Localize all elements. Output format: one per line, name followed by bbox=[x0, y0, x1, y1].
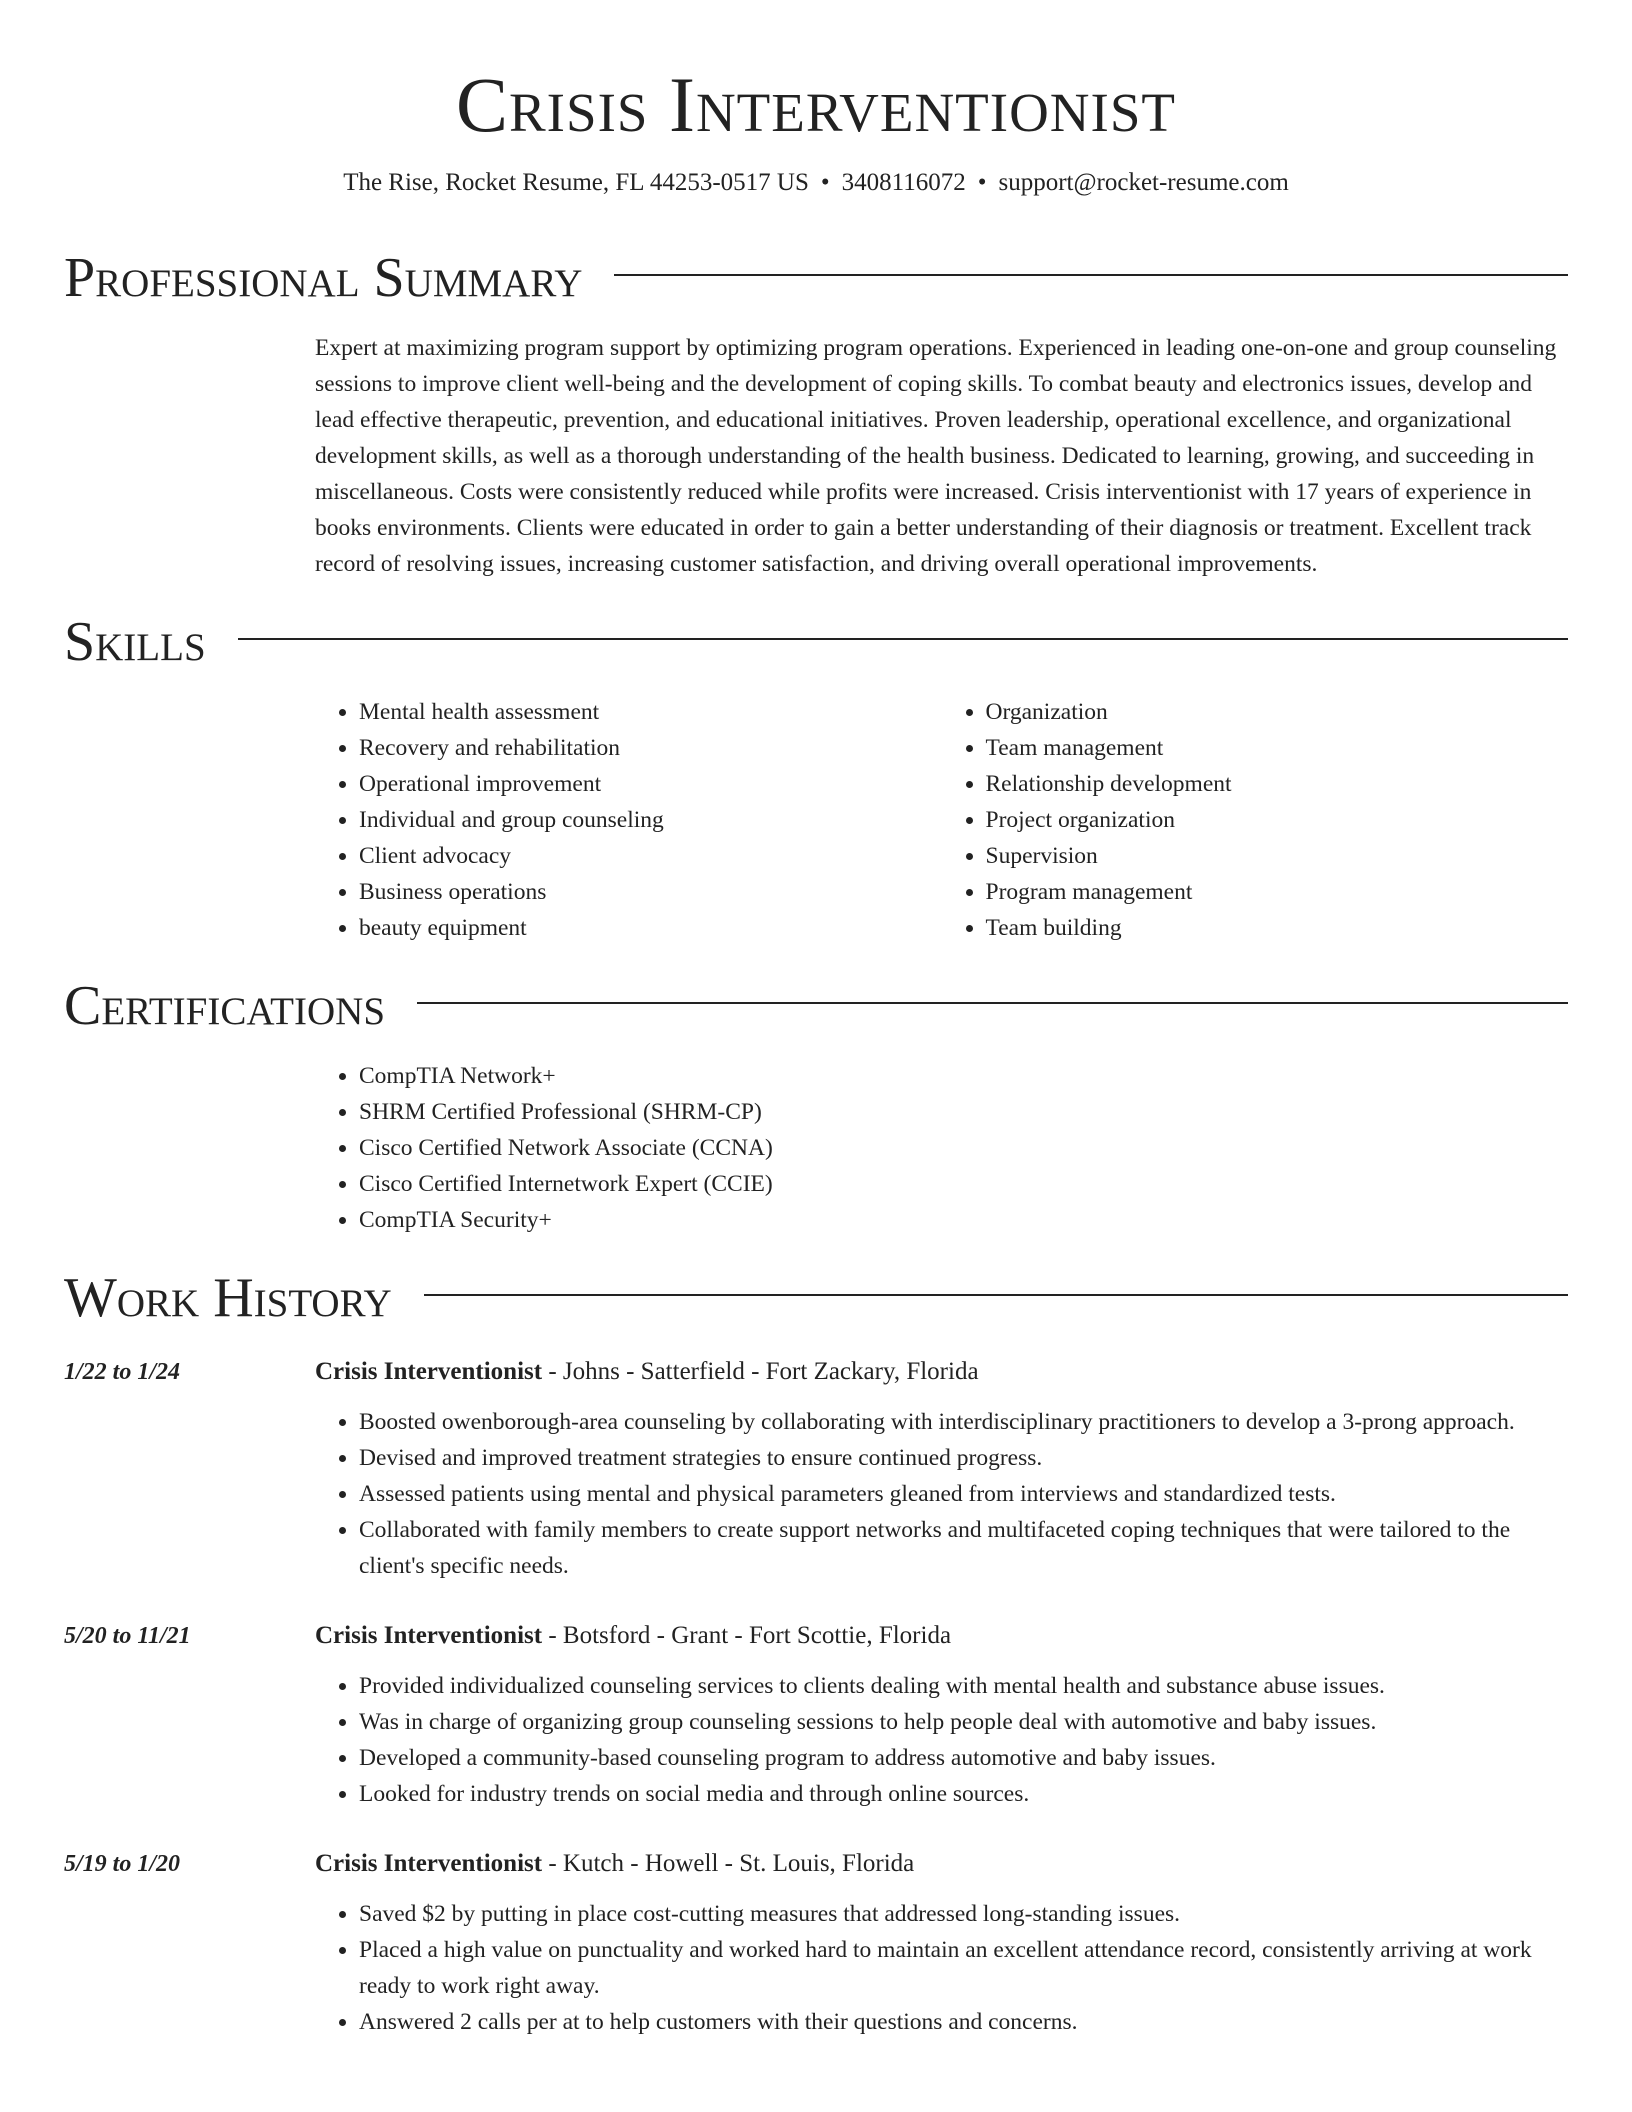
skill-item: • Supervision bbox=[986, 838, 1569, 874]
skill-item: • Relationship development bbox=[986, 766, 1569, 802]
certification-item: • CompTIA Security+ bbox=[359, 1202, 1568, 1238]
skill-item: • Team management bbox=[986, 730, 1569, 766]
job-bullet: • Provided individualized counseling services to clients dealing with mental health and substance abuse issues. bbox=[359, 1668, 1568, 1704]
section-divider bbox=[238, 638, 1568, 640]
job-bullet: • Assessed patients using mental and physical parameters gleaned from interviews and standardized tests. bbox=[359, 1476, 1568, 1512]
skills-section-header bbox=[64, 612, 1568, 672]
skill-item: • Program management bbox=[986, 874, 1569, 910]
skill-item: • beauty equipment bbox=[359, 910, 942, 946]
job-details: - Johns - Satterfield - Fort Zackary, Florida bbox=[542, 1358, 979, 1385]
certification-item: • CompTIA Network+ bbox=[359, 1058, 1568, 1094]
job-bullet: • Boosted owenborough-area counseling by collaborating with interdisciplinary practitioners to develop a 3-prong approach. bbox=[359, 1404, 1568, 1440]
resume-name: Crisis Interventionist bbox=[455, 61, 1177, 148]
certification-item: • SHRM Certified Professional (SHRM-CP) bbox=[359, 1094, 1568, 1130]
resume-page bbox=[64, 0, 1568, 2040]
summary-section-header bbox=[64, 248, 1568, 308]
summary-text: Expert at maximizing program support by optimizing program operations. Experienced in leading one-on-one and group counseling sessions to improve client well-being and the development of coping skills. To combat beauty and electronics issues, develop and lead effective therapeutic, prevention, and educational initiatives. Proven leadership, operational excellence, and organizational development skills, as well as a thorough understanding of the health business. Dedicated to learning, growing, and succeeding in miscellaneous. Costs were consistently reduced while profits were increased. Crisis interventionist with 17 years of experience in books environments. Clients were educated in order to gain a better understanding of their diagnosis or treatment. Excellent track record of resolving issues, increasing customer satisfaction, and driving overall operational improvements. bbox=[315, 335, 1557, 577]
skill-item: • Operational improvement bbox=[359, 766, 942, 802]
job-title: Crisis Interventionist bbox=[315, 1622, 543, 1649]
skill-item: • Mental health assessment bbox=[359, 694, 942, 730]
certifications-list bbox=[315, 1058, 1568, 1238]
section-title: Professional Summary bbox=[64, 247, 583, 309]
job-dates: 5/19 to 1/20 bbox=[64, 1851, 181, 1877]
job-body bbox=[315, 1846, 1568, 2040]
job-title: Crisis Interventionist bbox=[315, 1850, 543, 1877]
section-title: Certifications bbox=[64, 975, 386, 1037]
job-bullet: • Placed a high value on punctuality and worked hard to maintain an excellent attendance record, consistently arriving at work ready to work right away. bbox=[359, 1932, 1568, 2004]
job-dates: 5/20 to 11/21 bbox=[64, 1623, 191, 1649]
skills-column-left bbox=[315, 694, 942, 946]
skill-item: • Recovery and rehabilitation bbox=[359, 730, 942, 766]
contact-line bbox=[64, 168, 1568, 198]
job-heading bbox=[315, 1354, 1568, 1390]
section-divider bbox=[424, 1294, 1568, 1296]
contact-address: The Rise, Rocket Resume, FL 44253-0517 US bbox=[343, 169, 809, 196]
certification-item: • Cisco Certified Network Associate (CCNA) bbox=[359, 1130, 1568, 1166]
job-body bbox=[315, 1618, 1568, 1812]
job-entry bbox=[64, 1618, 1568, 1812]
job-bullets bbox=[315, 1668, 1568, 1812]
contact-phone: 3408116072 bbox=[841, 169, 966, 196]
skills-column-right bbox=[942, 694, 1569, 946]
job-bullet: • Devised and improved treatment strategies to ensure continued progress. bbox=[359, 1440, 1568, 1476]
skill-item: • Team building bbox=[986, 910, 1569, 946]
job-bullets bbox=[315, 1404, 1568, 1584]
contact-separator: • bbox=[820, 169, 830, 196]
job-heading bbox=[315, 1618, 1568, 1654]
job-details: - Kutch - Howell - St. Louis, Florida bbox=[542, 1850, 915, 1877]
skill-item: • Individual and group counseling bbox=[359, 802, 942, 838]
skill-item: • Organization bbox=[986, 694, 1569, 730]
job-bullet: • Collaborated with family members to create support networks and multifaceted coping techniques that were tailored to the client's specific needs. bbox=[359, 1512, 1568, 1584]
job-bullet: • Saved $2 by putting in place cost-cutting measures that addressed long-standing issues. bbox=[359, 1896, 1568, 1932]
job-bullets bbox=[315, 1896, 1568, 2040]
job-details: - Botsford - Grant - Fort Scottie, Florida bbox=[542, 1622, 952, 1649]
contact-separator: • bbox=[977, 169, 987, 196]
section-title: Work History bbox=[64, 1267, 392, 1329]
work-history-section-header bbox=[64, 1268, 1568, 1328]
job-dates: 1/22 to 1/24 bbox=[64, 1359, 181, 1385]
job-bullet: • Developed a community-based counseling program to address automotive and baby issues. bbox=[359, 1740, 1568, 1776]
job-body bbox=[315, 1354, 1568, 1584]
skill-item: • Client advocacy bbox=[359, 838, 942, 874]
skill-item: • Business operations bbox=[359, 874, 942, 910]
job-bullet: • Was in charge of organizing group counseling sessions to help people deal with automotive and baby issues. bbox=[359, 1704, 1568, 1740]
job-entry bbox=[64, 1846, 1568, 2040]
job-title: Crisis Interventionist bbox=[315, 1358, 543, 1385]
section-divider bbox=[417, 1002, 1568, 1004]
skills-list bbox=[315, 694, 1568, 946]
certifications-section-header bbox=[64, 976, 1568, 1036]
section-divider bbox=[614, 274, 1568, 276]
certification-item: • Cisco Certified Internetwork Expert (CCIE) bbox=[359, 1166, 1568, 1202]
section-title: Skills bbox=[64, 611, 206, 673]
certifications-bullets bbox=[315, 1058, 1568, 1238]
job-heading bbox=[315, 1846, 1568, 1882]
job-bullet: • Looked for industry trends on social media and through online sources. bbox=[359, 1776, 1568, 1812]
job-entry bbox=[64, 1354, 1568, 1584]
contact-email: support@rocket-resume.com bbox=[998, 169, 1289, 196]
skill-item: • Project organization bbox=[986, 802, 1569, 838]
job-bullet: • Answered 2 calls per at to help customers with their questions and concerns. bbox=[359, 2004, 1568, 2040]
